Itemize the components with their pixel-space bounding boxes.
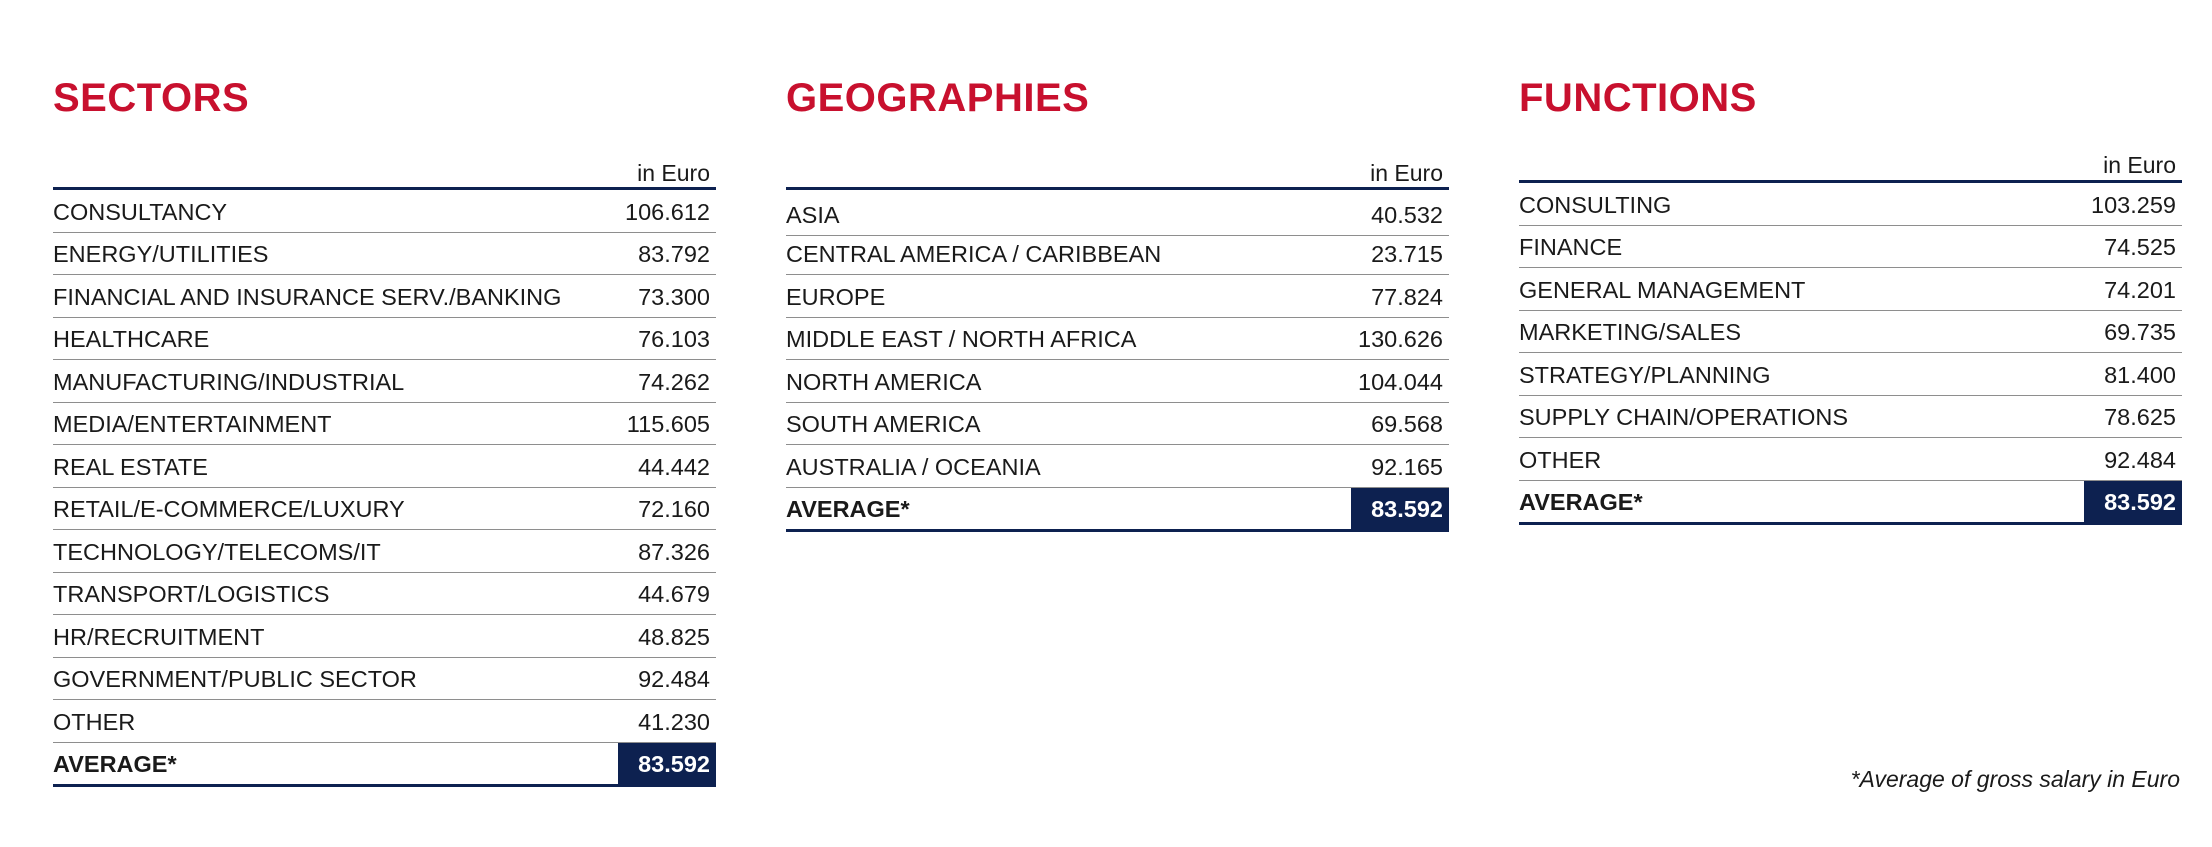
row-value: 44.442 xyxy=(638,453,710,480)
row-label: FINANCIAL AND INSURANCE SERV./BANKING xyxy=(53,283,562,310)
row-value: 76.103 xyxy=(638,326,710,352)
row-label: EUROPE xyxy=(786,283,886,310)
table-row xyxy=(786,190,1449,236)
table-row xyxy=(1519,311,2182,354)
row-value: 87.326 xyxy=(638,538,710,565)
row-label: HEALTHCARE xyxy=(53,326,210,352)
sectors-table xyxy=(53,187,716,787)
table-row xyxy=(53,530,716,573)
table-row xyxy=(53,275,716,318)
row-label: MEDIA/ENTERTAINMENT xyxy=(53,411,332,437)
row-value: 73.300 xyxy=(638,283,710,310)
row-value: 81.400 xyxy=(2104,361,2176,388)
row-label: CONSULTING xyxy=(1519,191,1672,218)
row-value: 77.824 xyxy=(1371,283,1443,310)
average-label: AVERAGE* xyxy=(53,751,177,777)
average-label: AVERAGE* xyxy=(786,496,910,522)
row-label: MANUFACTURING/INDUSTRIAL xyxy=(53,368,405,395)
row-value: 40.532 xyxy=(1371,202,1443,228)
row-value: 74.525 xyxy=(2104,234,2176,260)
row-value: 69.568 xyxy=(1371,411,1443,437)
sectors-unit-label: in Euro xyxy=(637,160,710,186)
row-value: 74.262 xyxy=(638,368,710,395)
row-value: 44.679 xyxy=(638,581,710,607)
table-row xyxy=(786,360,1449,403)
table-row xyxy=(53,658,716,701)
row-label: OTHER xyxy=(1519,446,1602,473)
sectors-title: SECTORS xyxy=(53,76,250,120)
row-label: SOUTH AMERICA xyxy=(786,411,981,437)
footnote: *Average of gross salary in Euro xyxy=(1850,766,2180,792)
table-row xyxy=(53,190,716,233)
row-value: 106.612 xyxy=(625,198,710,225)
table-row xyxy=(53,573,716,616)
geographies-unit-label: in Euro xyxy=(1370,160,1443,186)
row-label: MARKETING/SALES xyxy=(1519,319,1741,345)
row-label: FINANCE xyxy=(1519,234,1623,260)
table-row xyxy=(1519,396,2182,439)
row-value: 92.484 xyxy=(2104,446,2176,473)
table-row xyxy=(53,318,716,361)
table-row xyxy=(1519,438,2182,481)
row-label: NORTH AMERICA xyxy=(786,368,982,395)
row-value: 78.625 xyxy=(2104,404,2176,430)
table-row xyxy=(786,236,1449,275)
table-row xyxy=(53,615,716,658)
row-value: 130.626 xyxy=(1358,326,1443,352)
table-row xyxy=(1519,268,2182,311)
row-value: 41.230 xyxy=(638,708,710,735)
table-row xyxy=(53,233,716,276)
row-value: 103.259 xyxy=(2091,191,2176,218)
row-value: 69.735 xyxy=(2104,319,2176,345)
average-value: 83.592 xyxy=(618,743,716,785)
average-row xyxy=(53,743,716,788)
row-label: STRATEGY/PLANNING xyxy=(1519,361,1771,388)
row-label: AUSTRALIA / OCEANIA xyxy=(786,453,1041,480)
row-value: 48.825 xyxy=(638,623,710,650)
table-row xyxy=(786,403,1449,446)
table-row xyxy=(1519,226,2182,269)
row-label: CONSULTANCY xyxy=(53,198,228,225)
row-label: REAL ESTATE xyxy=(53,453,208,480)
row-label: TRANSPORT/LOGISTICS xyxy=(53,581,330,607)
row-label: GOVERNMENT/PUBLIC SECTOR xyxy=(53,666,417,692)
row-label: GENERAL MANAGEMENT xyxy=(1519,276,1806,303)
table-row xyxy=(786,445,1449,488)
row-label: MIDDLE EAST / NORTH AFRICA xyxy=(786,326,1137,352)
row-value: 92.165 xyxy=(1371,453,1443,480)
table-row xyxy=(53,403,716,446)
average-value: 83.592 xyxy=(2084,481,2182,523)
row-label: CENTRAL AMERICA / CARIBBEAN xyxy=(786,241,1162,267)
functions-unit-label: in Euro xyxy=(2103,152,2176,178)
table-row xyxy=(1519,183,2182,226)
row-label: RETAIL/E-COMMERCE/LUXURY xyxy=(53,496,405,522)
row-value: 104.044 xyxy=(1358,368,1443,395)
table-row xyxy=(53,700,716,743)
geographies-title: GEOGRAPHIES xyxy=(786,76,1090,120)
row-label: TECHNOLOGY/TELECOMS/IT xyxy=(53,538,381,565)
row-value: 115.605 xyxy=(626,411,710,437)
table-row xyxy=(1519,353,2182,396)
row-label: OTHER xyxy=(53,708,136,735)
average-value: 83.592 xyxy=(1351,488,1449,530)
table-row xyxy=(786,275,1449,318)
row-label: HR/RECRUITMENT xyxy=(53,623,265,650)
row-label: ASIA xyxy=(786,202,840,228)
average-label: AVERAGE* xyxy=(1519,489,1643,515)
row-value: 74.201 xyxy=(2104,276,2176,303)
row-value: 83.792 xyxy=(638,241,710,267)
functions-table xyxy=(1519,180,2182,525)
average-row xyxy=(786,488,1449,533)
table-row xyxy=(786,318,1449,361)
row-label: SUPPLY CHAIN/OPERATIONS xyxy=(1519,404,1849,430)
row-value: 72.160 xyxy=(638,496,710,522)
table-row xyxy=(53,488,716,531)
average-row xyxy=(1519,481,2182,526)
row-value: 23.715 xyxy=(1371,241,1443,267)
geographies-table xyxy=(786,187,1449,532)
row-value: 92.484 xyxy=(638,666,710,692)
row-label: ENERGY/UTILITIES xyxy=(53,241,269,267)
table-row xyxy=(53,360,716,403)
table-row xyxy=(53,445,716,488)
functions-title: FUNCTIONS xyxy=(1519,76,1757,120)
